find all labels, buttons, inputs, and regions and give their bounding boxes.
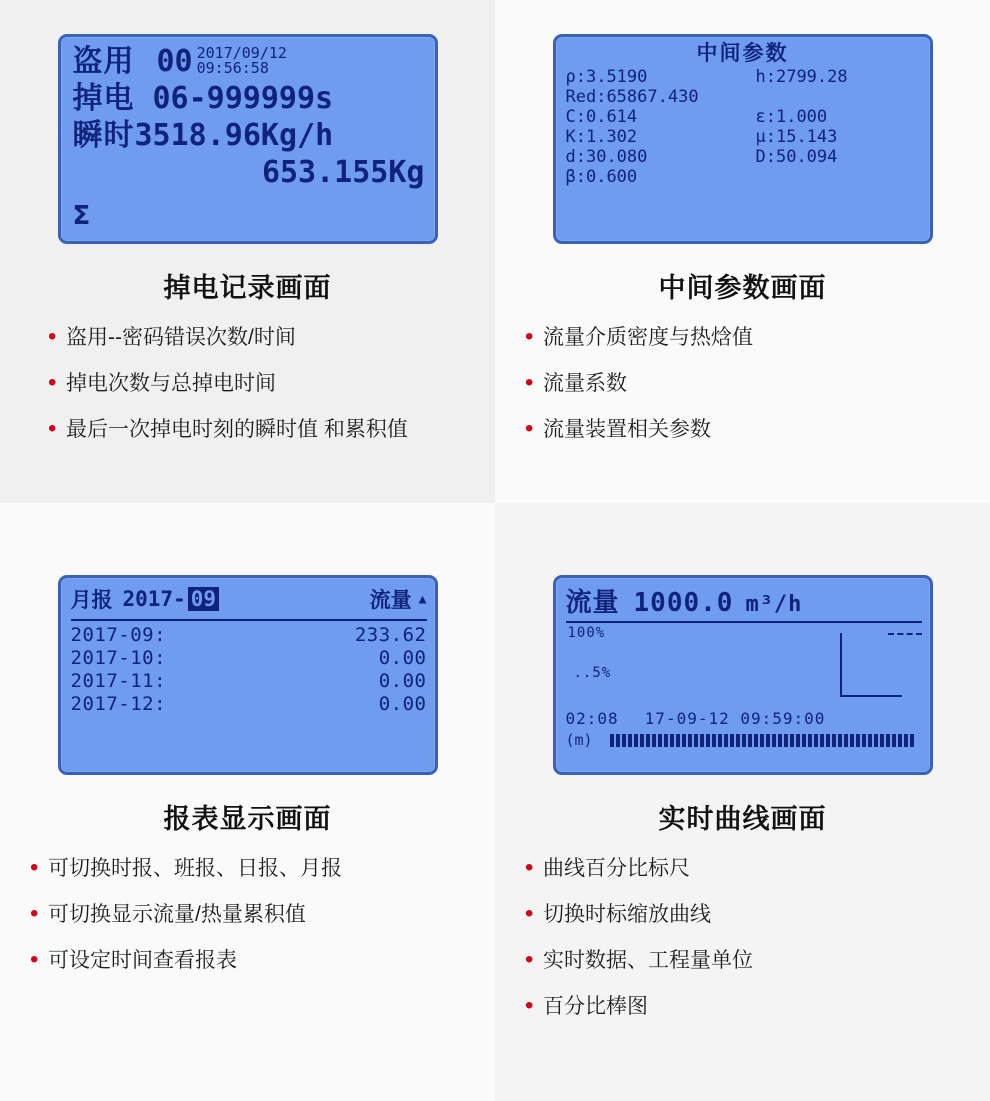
lcd2-line1-right: h:2799.28 (755, 67, 848, 87)
lcd3-row2-value: 0.00 (378, 647, 427, 669)
table-row (71, 647, 427, 670)
lcd-screen-power-off (58, 34, 438, 244)
lcd-screen-realtime-curve (553, 575, 933, 775)
lcd2-title: 中间参数 (696, 41, 789, 65)
bullet-list-realtime-curve (513, 854, 972, 1022)
lcd4-curve-trace (840, 633, 902, 697)
lcd1-row3-value: 3518.96Kg/h (134, 118, 334, 153)
caption-middle-params: 中间参数画面 (658, 273, 827, 303)
bullet-list-middle-params (513, 323, 972, 445)
list-item: • 流量介质密度与热焓值 (523, 323, 966, 353)
lcd-screen-middle-params (553, 34, 933, 244)
lcd2-line2-left: Red:65867.430 (565, 87, 699, 107)
lcd3-row1-label: 2017-09: (70, 624, 167, 646)
lcd1-row2-label: 掉电 (72, 81, 135, 116)
lcd3-row1-value: 233.62 (354, 624, 427, 646)
list-item: • 可切换显示流量/热量累积值 (28, 900, 471, 930)
table-row (71, 624, 427, 647)
lcd4-time-left: 02:08 (565, 709, 619, 728)
lcd3-divider (71, 619, 427, 621)
panel-realtime-curve (495, 503, 990, 1101)
lcd4-time-right: 17-09-12 09:59:00 (644, 709, 826, 728)
list-item-line2: 和累积值 (323, 418, 408, 441)
list-item: • 实时数据、工程量单位 (523, 946, 966, 976)
lcd4-head-unit: m³/h (745, 592, 803, 617)
list-item: • 流量装置相关参数 (523, 415, 966, 445)
lcd4-head-label: 流量 (565, 588, 620, 618)
list-item: • 可设定时间查看报表 (28, 946, 471, 976)
table-row (71, 670, 427, 693)
lcd3-row3-label: 2017-11: (70, 670, 167, 692)
list-item: • 曲线百分比标尺 (523, 854, 966, 884)
list-item: • 盗用--密码错误次数/时间 (46, 323, 471, 353)
lcd3-head-title: 月报 (70, 588, 113, 612)
lcd4-unit-row: (m) (565, 731, 593, 749)
lcd2-line1-left: ρ:3.5190 (565, 67, 648, 87)
list-item-line1: 最后一次掉电时刻的瞬时值 (66, 418, 318, 441)
list-item (46, 415, 471, 445)
lcd1-row1-value: 00 (156, 44, 193, 79)
caption-realtime-curve: 实时曲线画面 (658, 804, 827, 834)
list-item: • 可切换时报、班报、日报、月报 (28, 854, 471, 884)
lcd1-row2-value: 06-999999s (152, 81, 334, 116)
lcd3-row4-label: 2017-12: (70, 693, 167, 715)
lcd1-date: 2017/09/12 (196, 44, 287, 62)
lcd2-line5-right: D:50.094 (755, 147, 838, 167)
lcd2-line6-left: β:0.600 (565, 167, 638, 187)
list-item: • 切换时标缩放曲线 (523, 900, 966, 930)
panel-power-off-record (0, 0, 495, 503)
lcd1-row3-label: 瞬时 (72, 118, 135, 153)
lcd2-line3-left: C:0.614 (565, 107, 638, 127)
lcd3-row4-value: 0.00 (378, 693, 427, 715)
lcd4-head-value: 1000.0 (633, 588, 734, 618)
lcd3-head-year: 2017- (122, 587, 186, 611)
lcd4-curve-plot (566, 623, 922, 707)
lcd1-time: 09:56:58 (196, 59, 269, 77)
lcd3-row3-value: 0.00 (378, 670, 427, 692)
lcd2-line4-left: K:1.302 (565, 127, 638, 147)
bullet-list-report (18, 854, 477, 976)
panel-middle-parameters (495, 0, 990, 503)
lcd3-head-metric: 流量 (369, 588, 412, 612)
lcd1-sigma-label: Σ (72, 201, 91, 231)
lcd3-row2-label: 2017-10: (70, 647, 167, 669)
list-item: • 百分比棒图 (523, 992, 966, 1022)
list-item: • 流量系数 (523, 369, 966, 399)
lcd-screen-report (58, 575, 438, 775)
lcd4-scale-top: 100% (567, 625, 606, 641)
lcd2-line5-left: d:30.080 (565, 147, 648, 167)
panel-report-display (0, 503, 495, 1101)
lcd4-percent-bar (610, 734, 916, 747)
list-item: • 掉电次数与总掉电时间 (46, 369, 471, 399)
caption-report: 报表显示画面 (163, 804, 332, 834)
lcd3-head-selected-month[interactable]: 09 (188, 587, 219, 611)
bullet-list-power-off (18, 323, 477, 445)
table-row (71, 693, 427, 716)
lcd2-line4-right: μ:15.143 (755, 127, 838, 147)
up-arrow-icon: ▲ (418, 591, 427, 607)
lcd1-row1-label: 盗用 (72, 44, 135, 79)
caption-power-off: 掉电记录画面 (163, 273, 332, 303)
lcd4-scale-bottom: ..5% (573, 665, 612, 681)
lcd2-line3-right: ε:1.000 (755, 107, 828, 127)
lcd1-row4-value: 653.155Kg (261, 155, 425, 190)
